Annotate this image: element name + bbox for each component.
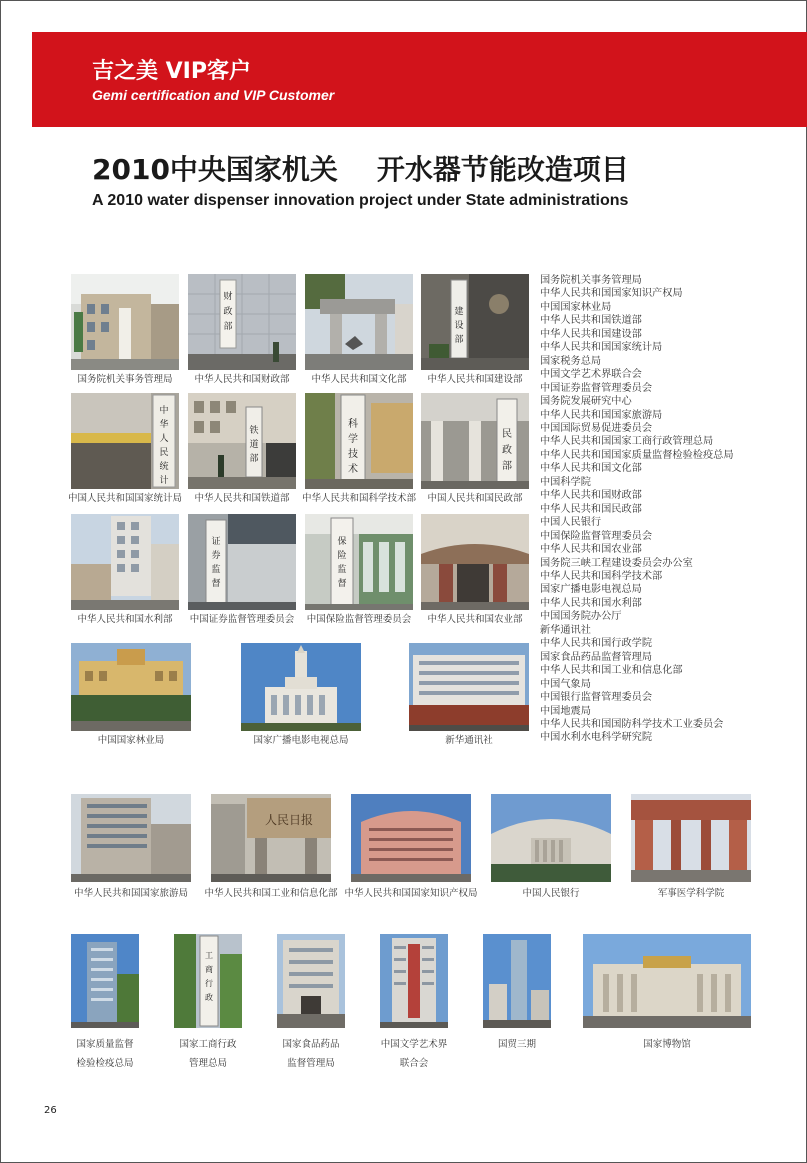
- list-item: 中国气象局: [540, 678, 591, 690]
- list-item: 中国银行监督管理委员会: [540, 692, 653, 704]
- photo-caption: 中国保险监督管理委员会: [306, 614, 412, 625]
- caption-line: 国家质量监督: [76, 1039, 134, 1050]
- photo-food-drug: [277, 934, 345, 1028]
- svg-text:统: 统: [159, 462, 169, 472]
- photo-ministry-construction: [421, 274, 529, 370]
- caption-line: 管理总局: [188, 1058, 227, 1069]
- svg-text:民: 民: [502, 429, 512, 440]
- svg-text:监: 监: [337, 565, 347, 575]
- svg-text:计: 计: [159, 476, 169, 486]
- photo-caption: 中华人民共和国水利部: [77, 614, 173, 625]
- list-item: 中华人民共和国国家工商行政管理总局: [540, 436, 714, 448]
- caption-line: 国贸三期: [497, 1039, 536, 1050]
- photo-tourism-administration: [71, 794, 191, 882]
- list-item: 中华人民共和国农业部: [540, 544, 642, 556]
- list-item: 中华人民共和国铁道部: [540, 315, 642, 327]
- photo-ministry-industry-it: [211, 794, 331, 882]
- list-item: 中华人民共和国水利部: [540, 597, 642, 609]
- photo-ministry-railways: [188, 393, 296, 489]
- photo-intellectual-property: [351, 794, 471, 882]
- list-item: 中国证券监督管理委员会: [540, 382, 653, 394]
- svg-text:科: 科: [348, 419, 358, 430]
- list-item: 中国水利水电科学研究院: [540, 732, 653, 744]
- list-item: 国务院发展研究中心: [540, 396, 632, 408]
- caption-line: 联合会: [399, 1058, 429, 1069]
- photo-radio-film-tv: [241, 643, 361, 731]
- svg-text:督: 督: [211, 579, 221, 589]
- photo-caption: 中国国家林业局: [97, 735, 165, 746]
- header-subtitle: Gemi certification and VIP Customer: [92, 87, 335, 103]
- photo-caption: 中华人民共和国国家知识产权局: [344, 888, 478, 899]
- project-subtitle: A 2010 water dispenser innovation project under State administrations: [92, 192, 629, 209]
- photo-quality-supervision: [71, 934, 139, 1028]
- photo-ministry-water: [71, 514, 179, 610]
- svg-text:券: 券: [211, 551, 221, 561]
- photo-forestry-bureau: [71, 643, 191, 731]
- list-item: 中国地震局: [540, 705, 591, 717]
- list-item: 国家税务总局: [540, 355, 602, 367]
- svg-text:人民日报: 人民日报: [264, 813, 314, 827]
- list-item: 中华人民共和国行政学院: [540, 638, 653, 650]
- photo-ministry-culture: [305, 274, 413, 370]
- photo-caption: 中国人民共和国民政部: [427, 493, 523, 504]
- svg-text:技: 技: [348, 449, 358, 460]
- caption-line: 监督管理局: [287, 1058, 335, 1069]
- list-item: 中国文学艺术界联合会: [540, 369, 642, 381]
- photo-caption: 中华人民共和国农业部: [427, 614, 523, 625]
- list-item: 中国人民银行: [540, 517, 602, 529]
- list-item: 中国国家林业局: [540, 301, 612, 313]
- list-item: 中华人民共和国财政部: [540, 490, 642, 502]
- photo-caption: 中华人民共和国文化部: [311, 374, 407, 385]
- caption-line: 国家博物馆: [643, 1039, 691, 1050]
- svg-text:人: 人: [159, 434, 169, 444]
- list-item: 国务院三峡工程建设委员会办公室: [540, 557, 693, 569]
- photo-caption: 新华通讯社: [445, 735, 493, 746]
- svg-text:民: 民: [159, 448, 169, 458]
- svg-text:术: 术: [348, 464, 358, 475]
- page-number: 26: [44, 1105, 57, 1116]
- svg-text:工: 工: [205, 951, 213, 960]
- list-item: 中国保险监督管理委员会: [540, 530, 653, 542]
- list-item: 国务院机关事务管理局: [540, 275, 642, 286]
- svg-text:险: 险: [337, 551, 347, 561]
- photo-caption: 中华人民共和国财政部: [194, 374, 290, 385]
- list-item: 中华人民共和国国家知识产权局: [540, 288, 683, 300]
- photo-ministry-science: [305, 393, 413, 489]
- header-banner: [32, 32, 807, 127]
- list-item: 中华人民共和国文化部: [540, 463, 642, 475]
- svg-text:中: 中: [159, 406, 169, 416]
- list-item: 中华人民共和国民政部: [540, 503, 642, 515]
- svg-text:道: 道: [249, 440, 259, 450]
- photo-caption: 中华人民共和国铁道部: [194, 493, 290, 504]
- photo-caption: 中国人民银行: [522, 888, 580, 899]
- svg-text:部: 部: [223, 322, 233, 332]
- photo-caption: 中华人民共和国建设部: [427, 374, 523, 385]
- svg-text:政: 政: [223, 307, 233, 317]
- photo-xinhua: [409, 643, 529, 731]
- list-item: 国家广播电影电视总局: [540, 584, 642, 596]
- photo-caption: [163, 1035, 253, 1073]
- svg-text:铁: 铁: [249, 426, 259, 436]
- svg-text:证: 证: [211, 537, 221, 547]
- organization-list: [540, 274, 734, 745]
- svg-text:政: 政: [502, 445, 512, 456]
- list-item: 国家食品药品监督管理局: [540, 651, 653, 663]
- svg-text:行: 行: [205, 979, 213, 988]
- list-item: 中国国际贸易促进委员会: [540, 422, 653, 434]
- caption-line: 检验检疫总局: [76, 1058, 134, 1069]
- photo-caption: 国务院机关事务管理局: [77, 374, 173, 385]
- svg-text:学: 学: [348, 434, 358, 445]
- list-item: 中华人民共和国国家质量监督检验检疫总局: [540, 449, 734, 461]
- svg-text:设: 设: [454, 321, 464, 331]
- photo-ministry-civil-affairs: [421, 393, 529, 489]
- list-item: 中华人民共和国国防科学技术工业委员会: [540, 718, 724, 730]
- svg-text:保: 保: [337, 537, 347, 547]
- svg-text:监: 监: [211, 565, 221, 575]
- list-item: 中国科学院: [540, 476, 591, 488]
- list-item: 中华人民共和国建设部: [540, 328, 642, 340]
- photo-industry-commerce: [174, 934, 242, 1028]
- photo-ministry-agriculture: [421, 514, 529, 610]
- svg-text:政: 政: [205, 993, 213, 1002]
- header-title: 吉之美 VIP客户: [92, 59, 251, 84]
- photo-caption: [60, 1035, 150, 1073]
- photo-caption: 国家广播电影电视总局: [253, 735, 349, 746]
- photo-literary-art-federation: [380, 934, 448, 1028]
- project-title: 2010中央国家机关 开水器节能改造项目: [92, 153, 629, 186]
- caption-line: 中国文学艺术界: [380, 1039, 448, 1050]
- list-item: 中国国务院办公厅: [540, 611, 622, 623]
- photo-caption: [583, 1035, 751, 1054]
- photo-caption: [266, 1035, 356, 1073]
- photo-office-admin: [71, 274, 179, 370]
- photo-caption: 中国证券监督管理委员会: [189, 614, 295, 625]
- photo-securities-commission: [188, 514, 296, 610]
- svg-text:华: 华: [159, 420, 169, 430]
- list-item: 中华人民共和国科学技术部: [540, 570, 663, 582]
- photo-world-trade-center-3: [483, 934, 551, 1028]
- photo-caption: [472, 1035, 562, 1054]
- list-item: 中华人民共和国国家统计局: [540, 342, 663, 354]
- photo-caption: 中华人民共和国科学技术部: [301, 493, 416, 504]
- photo-ministry-finance: [188, 274, 296, 370]
- photo-caption: [369, 1035, 459, 1073]
- photo-peoples-bank: [491, 794, 611, 882]
- photo-military-medical-academy: [631, 794, 751, 882]
- svg-text:部: 部: [454, 335, 464, 345]
- photo-caption: 军事医学科学院: [657, 888, 725, 899]
- svg-text:部: 部: [249, 454, 259, 464]
- list-item: 中华人民共和国国家旅游局: [540, 409, 663, 421]
- photo-statistics-bureau: [71, 393, 179, 489]
- svg-text:部: 部: [502, 461, 512, 472]
- photo-national-museum: [583, 934, 751, 1028]
- svg-text:督: 督: [337, 579, 347, 589]
- list-item: 中华人民共和国工业和信息化部: [540, 665, 683, 677]
- photo-insurance-commission: [305, 514, 413, 610]
- svg-text:商: 商: [205, 965, 213, 974]
- photo-caption: 中国人民共和国国家统计局: [67, 493, 182, 504]
- svg-text:财: 财: [223, 292, 233, 302]
- caption-line: 国家工商行政: [179, 1039, 237, 1050]
- caption-line: 国家食品药品: [282, 1039, 340, 1050]
- list-item: 新华通讯社: [540, 624, 591, 636]
- photo-caption: 中华人民共和国国家旅游局: [73, 888, 188, 899]
- svg-text:建: 建: [454, 307, 464, 317]
- photo-caption: 中华人民共和国工业和信息化部: [204, 888, 338, 899]
